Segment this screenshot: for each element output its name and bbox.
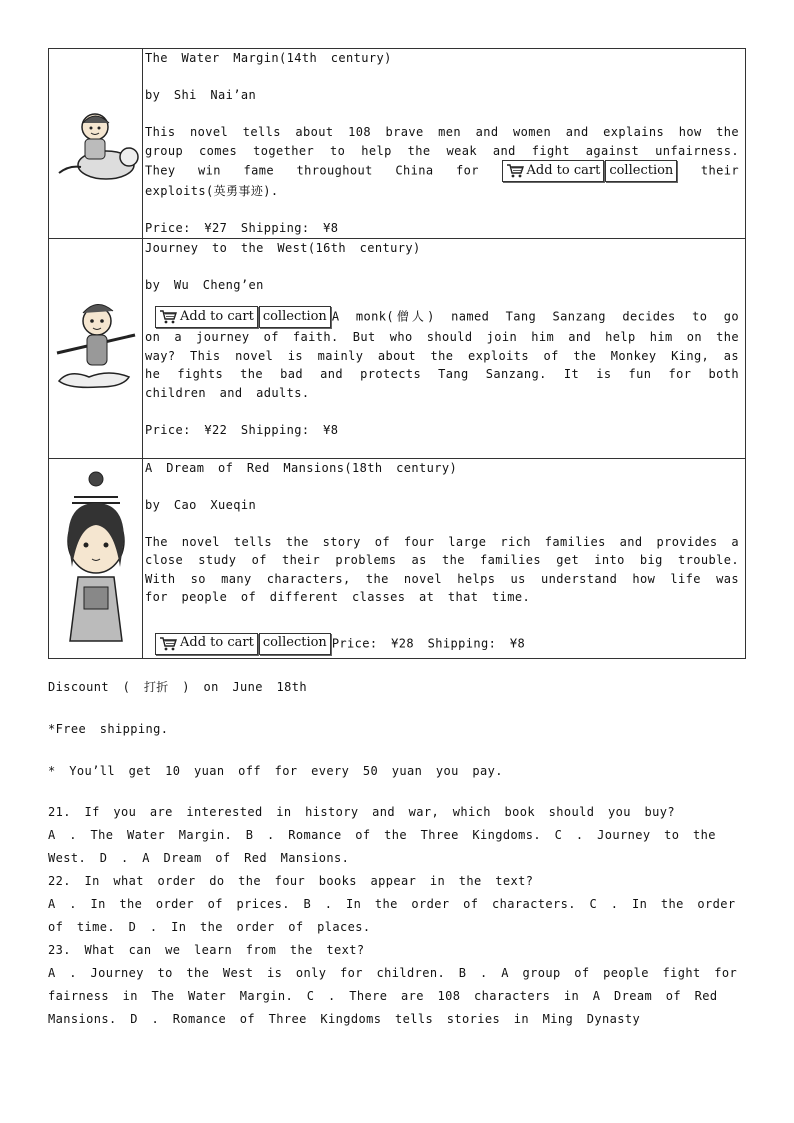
boy-riding-tiger-illustration xyxy=(51,97,141,187)
collection-button[interactable]: collection xyxy=(259,306,331,328)
add-to-cart-button[interactable]: Add to cart xyxy=(155,306,258,328)
book-description xyxy=(145,306,739,402)
yuan-off-note: * You’ll get 10 yuan off for every 50 yuan you pay. xyxy=(48,764,503,778)
book-row-journey-west xyxy=(49,238,746,458)
book-row-water-margin xyxy=(49,49,746,239)
free-shipping-note: *Free shipping. xyxy=(48,722,169,736)
girl-holding-book-illustration xyxy=(50,469,142,644)
book-row-red-mansions xyxy=(49,458,746,658)
monkey-king-illustration xyxy=(51,295,141,395)
book-description xyxy=(145,123,739,201)
book-title: A Dream of Red Mansions(18th century) xyxy=(145,460,458,475)
book-price: Price: ¥22 Shipping: ¥8 xyxy=(145,422,339,437)
book-title: The Water Margin(14th century) xyxy=(145,51,392,65)
book-author: by Wu Cheng’en xyxy=(145,277,264,292)
description-text: their exploits(英勇事迹). xyxy=(145,163,739,198)
shopping-cart-icon xyxy=(159,310,177,324)
book-author: by Shi Nai’an xyxy=(145,88,257,102)
add-to-cart-button[interactable]: Add to cart xyxy=(502,160,605,182)
description-text: A monk(僧人) named Tang Sanzang decides to go on a journey of faith. But who should join him and help him on the way? This novel is mainly about the exploits of the Monkey King, as he fights the bad and protects Tang Sanzang. It is fun for both children and adults. xyxy=(145,309,739,400)
book-illustration-cell xyxy=(49,49,143,239)
questions-section xyxy=(48,801,748,1031)
shopping-cart-icon xyxy=(159,637,177,651)
book-illustration-cell xyxy=(49,238,143,458)
description-text: This novel tells about 108 brave men and women and explains how the group comes together to help the weak and fight against unfairness. They win fame throughout China for xyxy=(145,125,739,178)
question-23-options: A . Journey to the West is only for children. B . A group of people fight for fairness in The Water Margin. C . There are 108 characters in A Dream of Red Mansions. D . Romance of Three Kingdoms tells stories in Ming Dynasty xyxy=(48,966,738,1026)
book-price: Price: ¥27 Shipping: ¥8 xyxy=(145,221,339,235)
book-description: The novel tells the story of four large rich families and provides a close study of their problems as the families get into big trouble. With so many characters, the novel helps us understand how life was for people of different classes at that time. xyxy=(145,534,739,604)
add-to-cart-button[interactable]: Add to cart xyxy=(155,633,258,655)
book-actions xyxy=(145,633,739,655)
notes-section xyxy=(48,676,748,783)
shopping-cart-icon xyxy=(506,164,524,178)
question-23: 23. What can we learn from the text? xyxy=(48,943,365,957)
book-author: by Cao Xueqin xyxy=(145,497,257,512)
book-info xyxy=(143,238,746,458)
book-info xyxy=(143,49,746,239)
book-illustration-cell xyxy=(49,458,143,658)
book-table xyxy=(48,48,746,659)
question-21: 21. If you are interested in history and war, which book should you buy? xyxy=(48,805,675,819)
question-21-options: A . The Water Margin. B . Romance of the Three Kingdoms. C . Journey to the West. D . A Dream of Red Mansions. xyxy=(48,828,716,865)
collection-button[interactable]: collection xyxy=(259,633,331,655)
collection-button[interactable]: collection xyxy=(605,160,677,182)
book-info xyxy=(143,458,746,658)
question-22-options: A . In the order of prices. B . In the order of characters. C . In the order of time. D . In the order of places. xyxy=(48,897,736,934)
book-title: Journey to the West(16th century) xyxy=(145,240,421,255)
question-22: 22. In what order do the four books appear in the text? xyxy=(48,874,534,888)
discount-note: Discount ( 打折 ) on June 18th xyxy=(48,680,308,694)
book-price: Price: ¥28 Shipping: ¥8 xyxy=(331,636,526,650)
